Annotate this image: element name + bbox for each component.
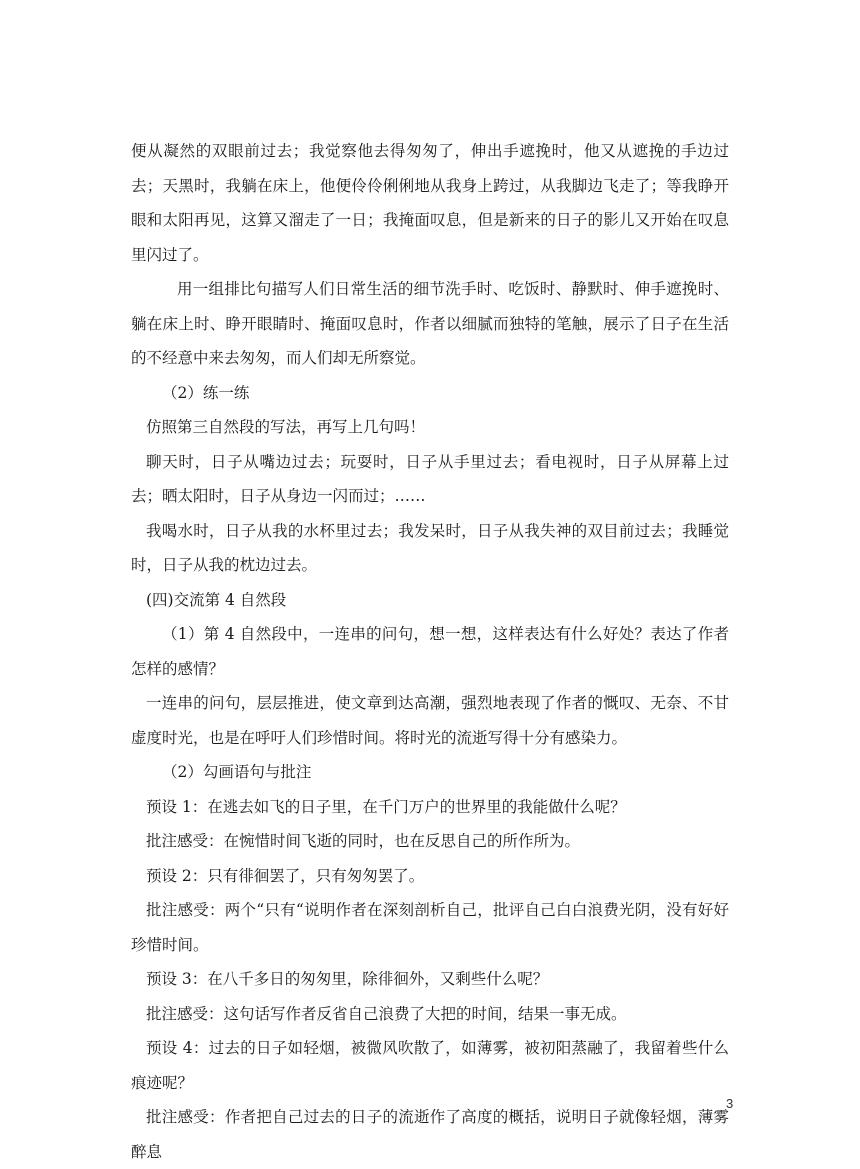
annotation-3: 批注感受：这句话写作者反省自己浪费了大把的时间，结果一事无成。 — [146, 1004, 627, 1023]
preset-1: 预设 1：在逃去如飞的日子里，在千门万户的世界里的我能做什么呢？ — [146, 797, 626, 816]
question-2: （2）勾画语句与批注 — [162, 763, 312, 781]
preset-3: 预设 3：在八千多日的匆匆里，除徘徊外，又剩些什么呢？ — [146, 970, 549, 988]
preset-4: 预设 4：过去的日子如轻烟，被微风吹散了，如薄雾，被初阳蒸融了，我留着些什么痕迹呢？ — [131, 1039, 729, 1092]
annotation-4: 批注感受：作者把自己过去的日子的流逝作了高度的概括，说明日子就像轻烟，薄雾醉息 — [131, 1108, 729, 1161]
annotation-2: 批注感受：两个“只有“说明作者在深刻剖析自己，批评自己白白浪费光阴，没有好好珍惜时间。 — [131, 901, 729, 954]
paragraph-1: 便从凝然的双眼前过去；我觉察他去得匆匆了，伸出手遮挽时，他又从遮挽的手边过去；天黑时，我躺在床上，他便伶伶俐俐地从我身上跨过，从我脚边飞走了；等我睁开眼和太阳再见，这算又溜走了一日；我掩面叹息，但是新来的日子的影儿又开始在叹息里闪过了。 — [131, 142, 729, 264]
page-body — [131, 134, 729, 1169]
paragraph-instruction: 仿照第三自然段的写法，再写上几句吗！ — [146, 418, 426, 436]
preset-2: 预设 2：只有徘徊罢了，只有匆匆罢了。 — [146, 866, 425, 885]
paragraph-2: 用一组排比句描写人们日常生活的细节洗手时、吃饭时、静默时、伸手遮挽时、躺在床上时、睁开眼睛时、掩面叹息时，作者以细腻而独特的笔触，展示了日子在生活的不经意中来去匆匆，而人们却无所察觉。 — [131, 280, 729, 367]
section-heading-4: (四)交流第 4 自然段 — [146, 590, 287, 609]
page-number: 3 — [726, 1096, 734, 1111]
section-heading-practice: （2）练一练 — [162, 383, 250, 402]
question-1: （1）第 4 自然段中，一连串的问句，想一想，这样表达有什么好处？表达了作者怎样的感情？ — [131, 625, 729, 678]
annotation-1: 批注感受：在惋惜时间飞逝的同时，也在反思自己的所作所为。 — [146, 832, 581, 850]
paragraph-example-2: 我喝水时，日子从我的水杯里过去；我发呆时，日子从我失神的双目前过去；我睡觉时，日子从我的枕边过去。 — [131, 521, 729, 574]
paragraph-example-1: 聊天时，日子从嘴边过去；玩耍时，日子从手里过去；看电视时，日子从屏幕上过去；晒太阳时，日子从身边一闪而过；…… — [131, 452, 729, 505]
answer-1: 一连串的问句，层层推进，使文章到达高潮，强烈地表现了作者的慨叹、无奈、不甘虚度时光，也是在呼吁人们珍惜时间。将时光的流逝写得十分有感染力。 — [131, 694, 729, 747]
